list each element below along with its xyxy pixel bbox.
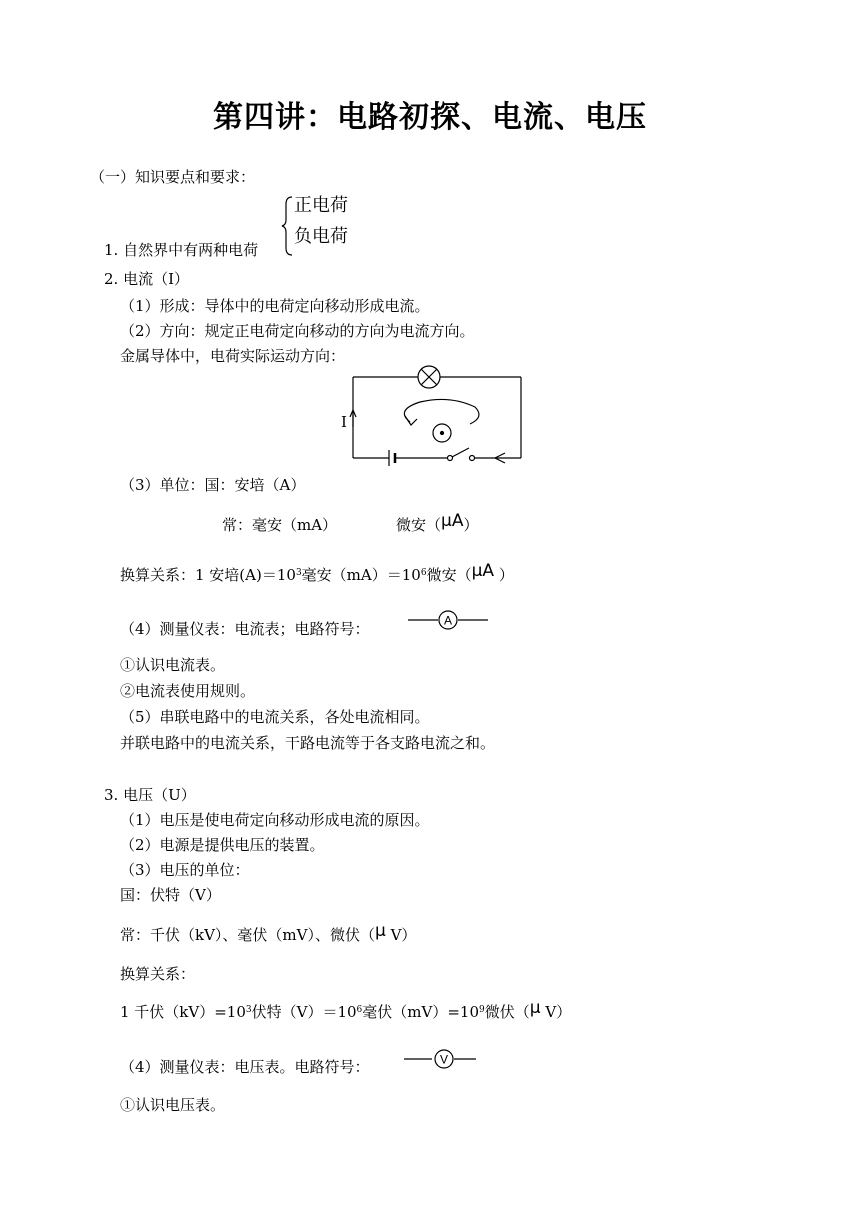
current-label: I: [341, 413, 347, 431]
current-formation: （1）形成：导体中的电荷定向移动形成电流。: [120, 297, 430, 315]
parallel-current: 并联电路中的电流关系，干路电流等于各支路电流之和。: [120, 734, 496, 752]
item-current: 2. 电流（I）: [104, 270, 190, 288]
voltage-si: 国：伏特（V）: [120, 886, 221, 904]
page-title: 第四讲：电路初探、电流、电压: [213, 100, 647, 135]
current-conversion: 换算关系：1 安培$(A)=10^3$毫安$(mA)=10^6$微安（μA ）: [120, 561, 514, 584]
ammeter-symbol: [408, 608, 490, 632]
voltage-conversion-label: 换算关系：: [120, 965, 196, 983]
item-voltage: 3. 电压（U）: [104, 786, 196, 804]
metal-conductor: 金属导体中，电荷实际运动方向：: [120, 347, 346, 365]
voltage-unit: （3）电压的单位：: [120, 861, 250, 879]
circuit-diagram: [335, 362, 535, 470]
series-current: （5）串联电路中的电流关系，各处电流相同。: [120, 708, 430, 726]
voltage-common: 常：千伏（kV）、毫伏（mV）、微伏（μ V）: [120, 921, 417, 944]
negative-charge: 负电荷: [294, 226, 348, 247]
section-heading: （一）知识要点和要求：: [90, 168, 256, 186]
unit-si: （3）单位：国：安培（A）: [120, 476, 306, 494]
voltmeter-symbol: [404, 1047, 478, 1071]
brace-icon: [282, 196, 294, 256]
ammeter-letter: A: [443, 613, 453, 628]
current-direction: （2）方向：规定正电荷定向移动的方向为电流方向。: [120, 322, 475, 340]
voltage-source: （2）电源是提供电压的装置。: [120, 836, 325, 854]
know-voltmeter: ①认识电压表。: [120, 1096, 226, 1114]
voltage-cause: （1）电压是使电荷定向移动形成电流的原因。: [120, 811, 430, 829]
item-charges: 1. 自然界中有两种电荷: [104, 241, 259, 259]
unit-ua: 微安（μA）: [396, 511, 479, 534]
ammeter-rules: ②电流表使用规则。: [120, 682, 256, 700]
ammeter-text: （4）测量仪表：电流表；电路符号：: [120, 620, 370, 638]
positive-charge: 正电荷: [294, 195, 348, 216]
know-ammeter: ①认识电流表。: [120, 656, 226, 674]
voltmeter-letter: V: [439, 1052, 449, 1067]
voltmeter-text: （4）测量仪表：电压表。电路符号：: [120, 1058, 370, 1076]
unit-ma: 常：毫安（mA）: [222, 516, 338, 534]
voltage-conversion: 1 千伏$(kV)=10^3$伏特$(V)=10^6$毫伏$(mV)=10^9$微伏（μ V）: [120, 998, 572, 1021]
